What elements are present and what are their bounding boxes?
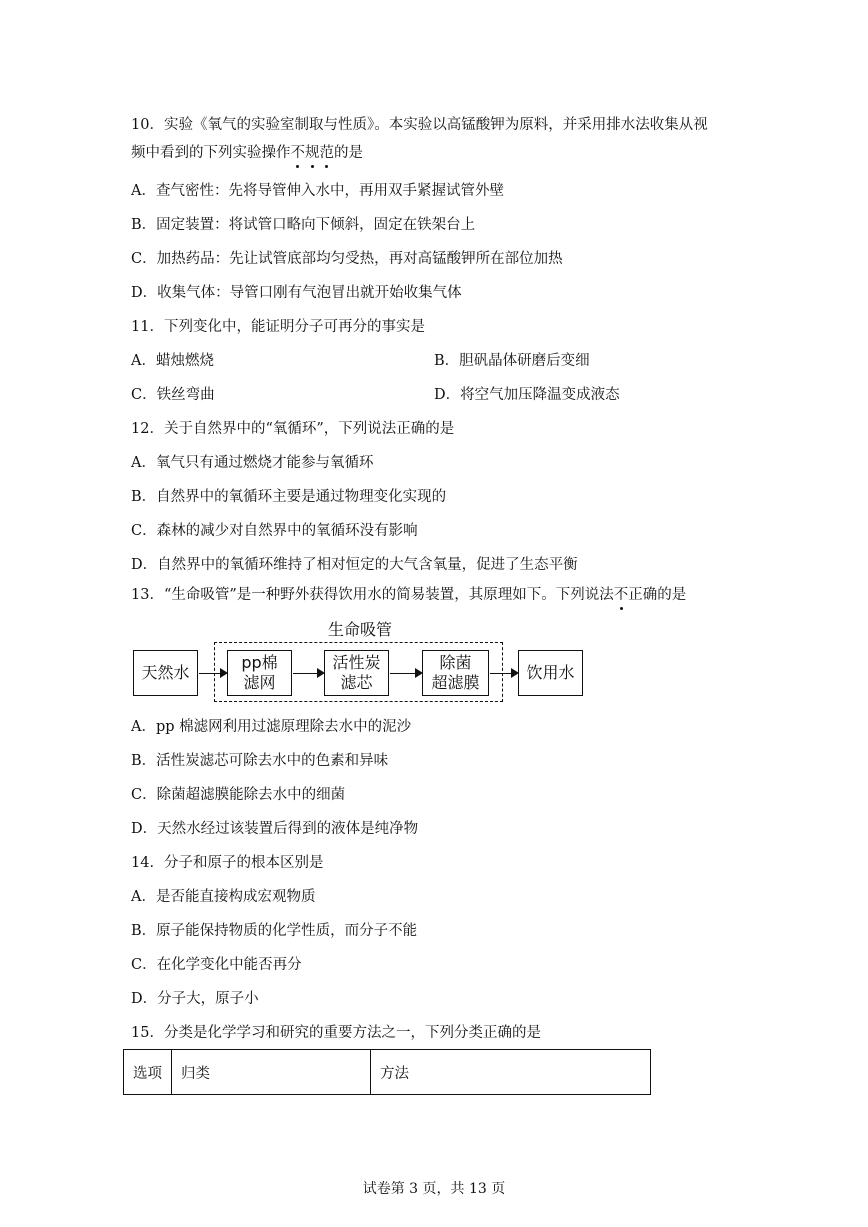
q10-option-a: A．查气密性：先将导管伸入水中，再用双手紧握试管外壁 (131, 183, 504, 199)
q10-option-b: B．固定装置：将试管口略向下倾斜，固定在铁架台上 (131, 217, 476, 233)
q10-stem-line2 (131, 143, 363, 163)
q10-option-d: D．收集气体：导管口刚有气泡冒出就开始收集气体 (131, 285, 462, 301)
arrow-2 (293, 673, 323, 674)
q13-option-b: B．活性炭滤芯可除去水中的色素和异味 (131, 753, 389, 769)
q14-option-b: B．原子能保持物质的化学性质，而分子不能 (131, 923, 418, 939)
table-header-category: 归类 (172, 1050, 371, 1095)
table-header-option: 选项 (124, 1050, 172, 1095)
q13-option-d: D．天然水经过该装置后得到的液体是纯净物 (131, 821, 419, 837)
q11-option-a: A．蜡烛燃烧 (131, 353, 214, 369)
q11-option-d: D．将空气加压降温变成液态 (434, 387, 620, 403)
table-header-row (124, 1050, 651, 1095)
table-header-method: 方法 (371, 1050, 651, 1095)
q11-stem: 11．下列变化中，能证明分子可再分的事实是 (131, 319, 425, 335)
ultrafiltration-box (422, 650, 489, 696)
q13-option-c: C．除菌超滤膜能除去水中的细菌 (131, 787, 346, 803)
q14-option-c: C．在化学变化中能否再分 (131, 957, 302, 973)
q10-emphasis-1: 不 (290, 145, 305, 161)
q10-stem-pre: 频中看到的下列实验操作 (131, 145, 291, 161)
q13-emphasis: 不 (613, 587, 629, 603)
q10-emphasis-2: 规 (305, 145, 320, 161)
q10-emphasis-3: 范 (319, 145, 334, 161)
pp-filter-box (227, 650, 292, 696)
q12-option-c: C．森林的减少对自然界中的氧循环没有影响 (131, 523, 418, 539)
q13-stem (131, 585, 686, 605)
page-footer: 试卷第 3 页，共 13 页 (362, 1181, 506, 1197)
ultrafiltration-line1: 除菌 (439, 653, 472, 672)
ultrafiltration-line2: 超滤膜 (431, 673, 480, 692)
pp-filter-line2: 滤网 (243, 673, 276, 692)
q14-option-d: D．分子大，原子小 (131, 991, 259, 1007)
pp-filter-line1: pp棉 (241, 653, 278, 672)
carbon-filter-box (324, 650, 389, 696)
q12-option-b: B．自然界中的氧循环主要是通过物理变化实现的 (131, 489, 447, 505)
q14-stem: 14．分子和原子的根本区别是 (131, 855, 324, 871)
output-label: 饮用水 (526, 663, 575, 682)
diagram-title: 生命吸管 (328, 620, 393, 639)
source-natural-water-box (133, 650, 198, 696)
q10-option-c: C．加热药品：先让试管底部均匀受热，再对高锰酸钾所在部位加热 (131, 251, 563, 267)
q13-stem-post: 正确的是 (628, 587, 687, 603)
q14-option-a: A．是否能直接构成宏观物质 (131, 889, 316, 905)
q12-option-d: D．自然界中的氧循环维持了相对恒定的大气含氧量，促进了生态平衡 (131, 557, 578, 573)
q13-stem-pre: 13．“生命吸管”是一种野外获得饮用水的简易装置，其原理如下。下列说法 (131, 587, 614, 603)
carbon-filter-line1: 活性炭 (332, 653, 381, 672)
q15-table (123, 1049, 651, 1095)
arrow-3 (390, 673, 421, 674)
q11-option-c: C．铁丝弯曲 (131, 387, 215, 403)
q12-stem: 12．关于自然界中的“氧循环”，下列说法正确的是 (131, 421, 455, 437)
q12-option-a: A．氧气只有通过燃烧才能参与氧循环 (131, 455, 374, 471)
arrow-1 (199, 673, 226, 674)
q13-option-a: A．pp 棉滤网利用过滤原理除去水中的泥沙 (131, 719, 412, 735)
q10-stem-line1: 10．实验《氧气的实验室制取与性质》。本实验以高锰酸钾为原料，并采用排水法收集从视 (131, 117, 708, 133)
q10-stem-post: 的是 (334, 145, 363, 161)
carbon-filter-line2: 滤芯 (340, 673, 373, 692)
q15-stem: 15．分类是化学学习和研究的重要方法之一，下列分类正确的是 (131, 1025, 541, 1041)
source-label: 天然水 (141, 663, 190, 682)
output-drinking-water-box (518, 650, 583, 696)
q11-option-b: B．胆矾晶体研磨后变细 (434, 353, 590, 369)
arrow-4 (490, 673, 517, 674)
